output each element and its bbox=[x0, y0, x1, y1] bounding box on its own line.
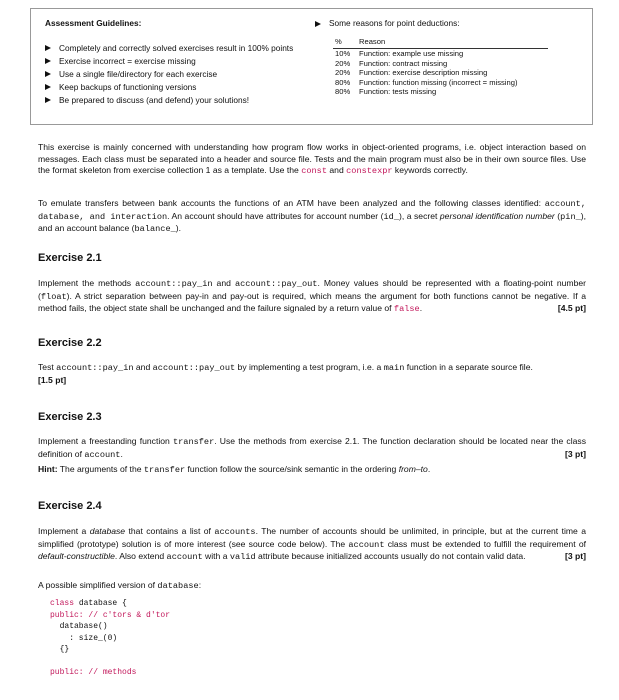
bullet-triangle-icon bbox=[45, 58, 51, 64]
exercise-2-2-title: Exercise 2.2 bbox=[38, 337, 102, 349]
bullet-triangle-icon bbox=[45, 97, 51, 103]
exercise-2-1-title: Exercise 2.1 bbox=[38, 252, 102, 264]
exercise-2-3-text: Implement a freestanding function transfer. Use the methods from exercise 2.1. The function declaration should be located near the class definition of account. [3 pt] bbox=[38, 436, 586, 460]
bullet-triangle-icon bbox=[45, 84, 51, 90]
table-row: 20% Function: exercise description missing bbox=[335, 68, 488, 77]
reason-header: Reason bbox=[357, 34, 548, 49]
bullet-triangle-icon bbox=[45, 71, 51, 77]
exercise-2-2-text: Test account::pay_in and account::pay_out by implementing a test program, i.e. a main function in a separate source file. [1.5 pt] bbox=[38, 362, 533, 385]
exercise-2-3-title: Exercise 2.3 bbox=[38, 411, 102, 423]
points-badge: [3 pt] bbox=[564, 448, 586, 459]
exercise-2-4-text: Implement a database that contains a list of accounts. The number of accounts should be unlimited, in principle, but at the current time a simplified (prototype) solution is of more interest (see source code below). The account class must be extended to fulfill the requirement of default-constructible. Also extend account with a valid attribute because initialized accounts usually do not contain valid data. [3 pt] bbox=[38, 526, 586, 563]
assessment-guidelines-box bbox=[30, 8, 593, 125]
intro-paragraph-1: This exercise is mainly concerned with understanding how program flow works in object-oriented programs, i.e. object interaction based on messages. Each class must be separated into a header and source file. Tests and the main program must also be in their own source files. Use the format skeleton from exercise collection 1 as a template. Use the const and constexpr keywords correctly. bbox=[38, 142, 586, 177]
guideline-item: Be prepared to discuss (and defend) your solutions! bbox=[45, 94, 315, 107]
table-row: 80% Function: function missing (incorrect = missing) bbox=[335, 77, 518, 87]
intro-paragraph-2: To emulate transfers between bank accounts the functions of an ATM have been analyzed and the following classes identified: account, database, and interaction. An account should have attributes for account number (id_), a secret personal identification number (pin_), and an account balance (balance_). bbox=[38, 198, 587, 235]
deductions-table bbox=[333, 34, 548, 97]
guidelines-title: Assessment Guidelines: bbox=[45, 18, 142, 28]
points-badge: [1.5 pt] bbox=[38, 374, 67, 385]
exercise-2-1-text: Implement the methods account::pay_in and account::pay_out. Money values should be represented with a floating-point number (float). A strict separation between pay-in and pay-out is required, which means the argument for both functions cannot be negative. If a method fails, the object state shall be unchanged and the failure signaled by a return value of false. [4.5 pt] bbox=[38, 278, 586, 315]
guideline-item: Use a single file/directory for each exercise bbox=[45, 68, 315, 81]
guidelines-list bbox=[45, 42, 315, 107]
deductions-column bbox=[315, 18, 585, 96]
table-header-row bbox=[333, 34, 548, 49]
table-row: 80% Function: tests missing bbox=[335, 87, 437, 96]
guideline-item: Exercise incorrect = exercise missing bbox=[45, 55, 315, 68]
exercise-2-4-title: Exercise 2.4 bbox=[38, 500, 102, 512]
guideline-item: Completely and correctly solved exercises result in 100% points bbox=[45, 42, 315, 55]
exercise-2-3-hint: Hint: The arguments of the transfer function follow the source/sink semantic in the ordering from–to. bbox=[38, 464, 431, 475]
code-listing: class database { public: // c'tors & d'tor database() : size_(0) {} public: // methods bbox=[50, 599, 171, 677]
bullet-triangle-icon bbox=[315, 21, 321, 27]
pct-header: % bbox=[333, 34, 357, 49]
guideline-item: Keep backups of functioning versions bbox=[45, 81, 315, 94]
possible-version-label: A possible simplified version of database: bbox=[38, 580, 202, 591]
points-badge: [3 pt] bbox=[564, 551, 586, 562]
deductions-title: Some reasons for point deductions: bbox=[315, 18, 585, 28]
table-row: 10% Function: example use missing bbox=[335, 49, 464, 58]
bullet-triangle-icon bbox=[45, 45, 51, 51]
table-row: 20% Function: contract missing bbox=[335, 58, 448, 68]
points-badge: [4.5 pt] bbox=[557, 303, 586, 314]
guidelines-column bbox=[45, 18, 315, 107]
